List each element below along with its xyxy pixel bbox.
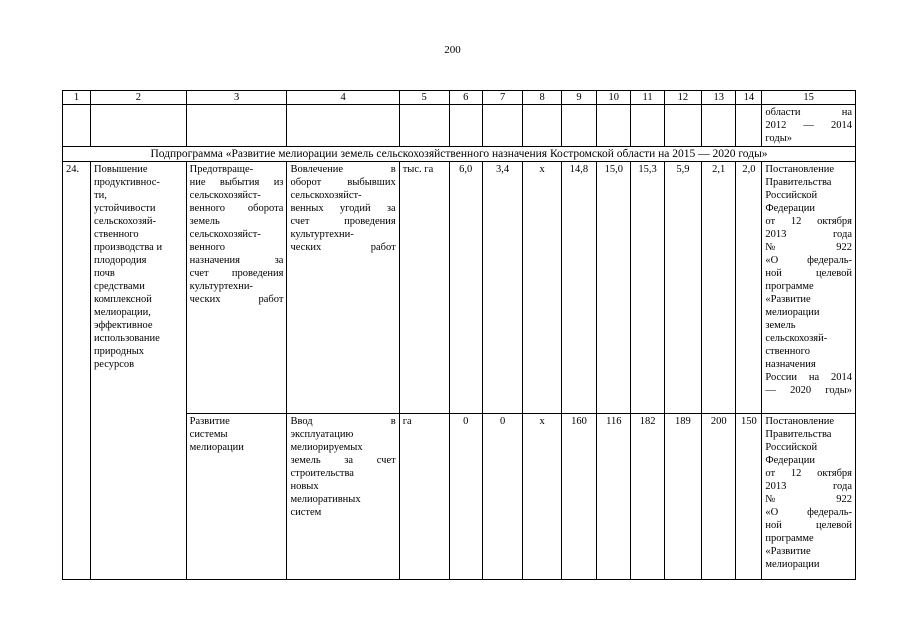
indicator-cell [287, 414, 399, 580]
subprogram-title: Подпрограмма «Развитие мелиорации земель сельскохозяйственного назначения Костромской области на 2015 — 2020 годы» [63, 147, 856, 162]
text-line: Вовлечение в [290, 164, 396, 175]
text-line: ной целевой [765, 520, 852, 531]
column-number-row [63, 91, 856, 105]
column-number: 14 [736, 91, 762, 105]
value-cell: 2,1 [702, 162, 736, 414]
text-line: плодородия [94, 255, 147, 266]
column-number: 7 [482, 91, 523, 105]
goal-cell [91, 162, 187, 580]
text-line: земель за счет [290, 455, 396, 466]
column-number: 2 [91, 91, 187, 105]
text-line: сельскохозяй- [765, 333, 828, 344]
column-number: 15 [762, 91, 856, 105]
text-line: культуртехни- [290, 229, 354, 240]
text-line: Предотвраще- [189, 164, 254, 175]
text-line: ческих работ [290, 242, 396, 253]
text-line: Федерации [765, 203, 815, 214]
text-line: использование [94, 333, 160, 344]
text-line: сельскохозяйст- [189, 229, 261, 240]
page-number: 200 [444, 44, 461, 56]
text-line: назначения за [189, 255, 284, 266]
text-line: производства и [94, 242, 163, 253]
unit-cell: тыс. га [399, 162, 449, 414]
value-cell: 0 [482, 414, 523, 580]
text-line: «О федераль- [765, 507, 852, 518]
column-number: 9 [561, 91, 596, 105]
text-line: Ввод в [290, 416, 396, 427]
task-cell [186, 162, 287, 414]
value-cell: 5,9 [664, 162, 701, 414]
text-line: Правительства [765, 177, 832, 188]
text-line: сельскохозяй- [94, 216, 156, 227]
text-line: средствами [94, 281, 145, 292]
text-line: 2013 года [765, 229, 852, 240]
text-line: годы» [765, 133, 792, 144]
text-line: «О федераль- [765, 255, 852, 266]
text-line: почв [94, 268, 115, 279]
text-line: сельскохозяйст- [189, 190, 261, 201]
value-cell: 2,0 [736, 162, 762, 414]
column-number: 12 [664, 91, 701, 105]
text-line: комплексной [94, 294, 152, 305]
text-line: Постановление [765, 164, 834, 175]
text-line: области на [765, 107, 852, 118]
value-cell: 3,4 [482, 162, 523, 414]
row-number: 24. [63, 162, 91, 580]
text-line: мелиорации [765, 307, 820, 318]
column-number: 4 [287, 91, 399, 105]
text-line: «Развитие [765, 294, 811, 305]
text-line: Правительства [765, 429, 832, 440]
task-cell [186, 414, 287, 580]
text-line: мелиоративных [290, 494, 361, 505]
text-line: «Развитие [765, 546, 811, 557]
text-line: мелиорации [765, 559, 820, 570]
text-line: ственного [765, 346, 810, 357]
text-line: венного оборота [189, 203, 284, 214]
text-line: сельскохозяйст- [290, 190, 362, 201]
column-number: 5 [399, 91, 449, 105]
value-cell: 150 [736, 414, 762, 580]
value-cell: х [523, 162, 561, 414]
text-line: от 12 октября [765, 216, 852, 227]
basis-cell [762, 162, 856, 414]
text-line: Развитие [189, 416, 230, 427]
text-line: эксплуатацию [290, 429, 354, 440]
text-line: ственного [94, 229, 139, 240]
value-cell: 15,3 [631, 162, 664, 414]
value-cell: 15,0 [597, 162, 631, 414]
value-cell: 189 [664, 414, 701, 580]
column-number: 1 [63, 91, 91, 105]
text-line: эффективное [94, 320, 153, 331]
value-cell: 6,0 [449, 162, 482, 414]
text-line: счет проведения [189, 268, 284, 279]
text-line: систем [290, 507, 322, 518]
unit-cell: га [399, 414, 449, 580]
text-line: Постановление [765, 416, 834, 427]
text-line: мелиорируемых [290, 442, 363, 453]
text-line: земель [189, 216, 220, 227]
text-line: 2012 — 2014 [765, 120, 852, 131]
text-line: № 922 [765, 494, 852, 505]
text-line: строительства [290, 468, 354, 479]
text-line: — 2020 годы» [765, 385, 852, 396]
text-line: мелиорации [189, 442, 244, 453]
indicator-cell [287, 162, 399, 414]
column-number: 11 [631, 91, 664, 105]
column-number: 10 [597, 91, 631, 105]
continuation-row [63, 105, 856, 147]
value-cell: 0 [449, 414, 482, 580]
text-line: ти, [94, 190, 107, 201]
text-line: венных угодий за [290, 203, 396, 214]
text-line: программе [765, 281, 814, 292]
text-line: новых [290, 481, 319, 492]
subprogram-title-row [63, 147, 856, 162]
text-line: России на 2014 [765, 372, 852, 383]
value-cell: 116 [597, 414, 631, 580]
text-line: ческих работ [189, 294, 284, 305]
basis-cell [762, 414, 856, 580]
text-line: счет проведения [290, 216, 396, 227]
continuation-basis-cell [762, 105, 856, 147]
column-number: 6 [449, 91, 482, 105]
text-line: устойчивости [94, 203, 156, 214]
text-line: программе [765, 533, 814, 544]
text-line: продуктивнос- [94, 177, 160, 188]
column-number: 3 [186, 91, 287, 105]
text-line: ной целевой [765, 268, 852, 279]
text-line: от 12 октября [765, 468, 852, 479]
text-line: Российской [765, 190, 818, 201]
text-line: земель [765, 320, 796, 331]
text-line: ресурсов [94, 359, 135, 370]
text-line: системы [189, 429, 228, 440]
value-cell: х [523, 414, 561, 580]
text-line: культуртехни- [189, 281, 253, 292]
value-cell: 14,8 [561, 162, 596, 414]
text-line: ние выбытия из [189, 177, 284, 188]
indicator-table [62, 90, 856, 580]
text-line: природных [94, 346, 144, 357]
text-line: Повышение [94, 164, 148, 175]
value-cell: 182 [631, 414, 664, 580]
text-line: назначения [765, 359, 816, 370]
column-number: 13 [702, 91, 736, 105]
value-cell: 200 [702, 414, 736, 580]
text-line: Российской [765, 442, 818, 453]
text-line: 2013 года [765, 481, 852, 492]
text-line: № 922 [765, 242, 852, 253]
column-number: 8 [523, 91, 561, 105]
value-cell: 160 [561, 414, 596, 580]
text-line: венного [189, 242, 225, 253]
text-line: оборот выбывших [290, 177, 396, 188]
text-line: мелиорации, [94, 307, 151, 318]
table-row [63, 162, 856, 414]
text-line: Федерации [765, 455, 815, 466]
